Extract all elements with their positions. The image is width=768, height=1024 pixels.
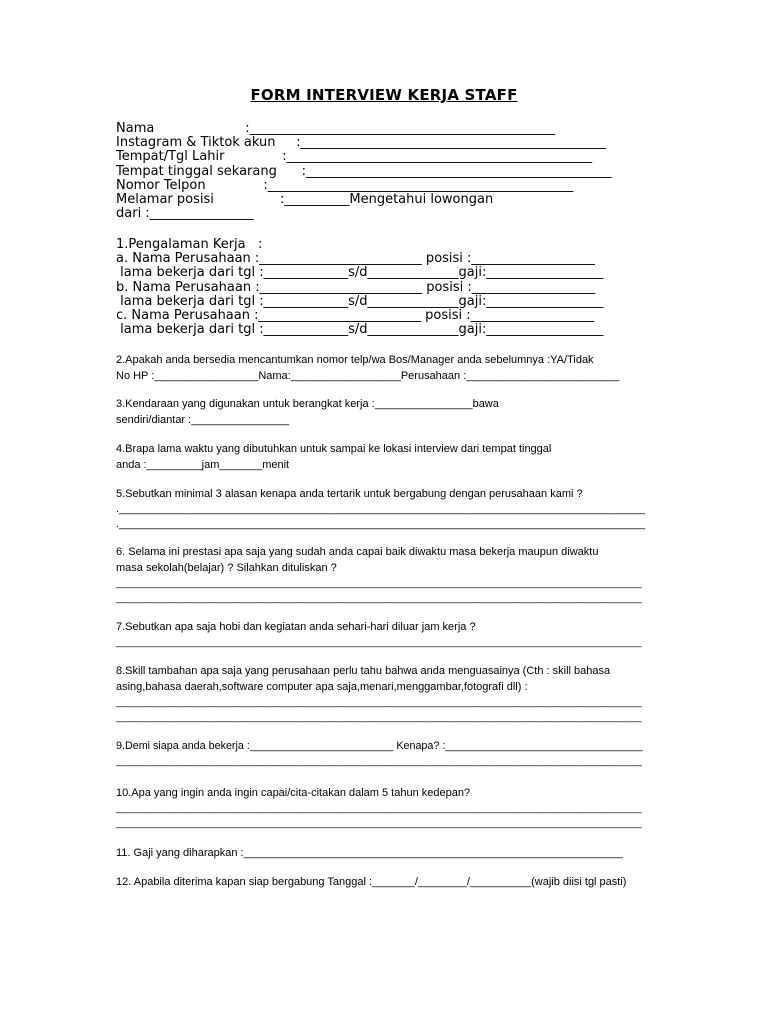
- experience-a-company: a. Nama Perusahaan :_________________________ posisi :___________________: [116, 251, 595, 266]
- question-9: 9.Demi siapa anda bekerja :________________________ Kenapa? :_________________________________: [116, 740, 643, 752]
- question-6: 6. Selama ini prestasi apa saja yang sudah anda capai baik diwaktu masa bekerja maupun diwaktu: [116, 546, 599, 558]
- field-nama: Nama :_______________________________________________: [116, 121, 556, 136]
- question-12: 12. Apabila diterima kapan siap bergabung Tanggal :_______/________/__________(wajib diisi tgl pasti): [116, 876, 627, 888]
- experience-a-duration: lama bekerja dari tgl :_____________s/d______________gaji:__________________: [116, 265, 604, 280]
- question-2: 2.Apakah anda bersedia mencantumkan nomor telp/wa Bos/Manager anda sebelumnya :YA/Tidak: [116, 354, 594, 366]
- question-10: 10.Apa yang ingin anda ingin capai/cita-citakan dalam 5 tahun kedepan?: [116, 787, 471, 799]
- answer-line: __________________________________________________________________________________________: [116, 696, 642, 708]
- answer-line: __________________________________________________________________________________________: [116, 817, 642, 829]
- question-8: 8.Skill tambahan apa saja yang perusahaan perlu tahu bahwa anda menguasainya (Cth : skill bahasa: [116, 665, 611, 677]
- answer-line: __________________________________________________________________________________________: [116, 636, 642, 648]
- answer-line: __________________________________________________________________________________________: [116, 711, 642, 723]
- question-4-answer: anda :_________jam_______menit: [116, 459, 290, 471]
- experience-c-company: c. Nama Perusahaan :_________________________ posisi :___________________: [116, 308, 595, 323]
- page-title: FORM INTERVIEW KERJA STAFF: [250, 86, 518, 104]
- question-4: 4.Brapa lama waktu yang dibutuhkan untuk sampai ke lokasi interview dari tempat tinggal: [116, 443, 552, 455]
- question-8-cont: asing,bahasa daerah,software computer apa saja,menari,menggambar,fotografi dll) :: [116, 681, 528, 693]
- field-nomor-telpon: Nomor Telpon :_______________________________________________: [116, 178, 574, 193]
- question-5: 5.Sebutkan minimal 3 alasan kenapa anda tertarik untuk bergabung dengan perusahaan kami ?: [116, 488, 583, 500]
- experience-c-duration: lama bekerja dari tgl :_____________s/d______________gaji:__________________: [116, 322, 604, 337]
- answer-line: __________________________________________________________________________________________: [116, 755, 642, 767]
- question-2-answer: No HP :_________________Nama:__________________Perusahaan :_________________________: [116, 370, 620, 382]
- field-instagram-tiktok: Instagram & Tiktok akun :_______________________________________________: [116, 135, 607, 150]
- question-3-answer: sendiri/diantar :________________: [116, 414, 290, 426]
- question-3: 3.Kendaraan yang digunakan untuk berangkat kerja :________________bawa: [116, 398, 499, 410]
- answer-line: .________________________________________________________________________________________: [116, 503, 646, 515]
- question-11: 11. Gaji yang diharapkan :______________________________________________________________: [116, 847, 623, 859]
- question-7: 7.Sebutkan apa saja hobi dan kegiatan anda sehari-hari diluar jam kerja ?: [116, 621, 476, 633]
- field-tempat-tinggal: Tempat tinggal sekarang :_______________________________________________: [116, 164, 612, 179]
- experience-heading: 1.Pengalaman Kerja :: [116, 237, 263, 252]
- answer-line: .________________________________________________________________________________________: [116, 518, 646, 530]
- field-melamar-posisi: Melamar posisi :__________Mengetahui lowongan: [116, 192, 494, 207]
- answer-line: __________________________________________________________________________________________: [116, 577, 642, 589]
- experience-b-company: b. Nama Perusahaan :_________________________ posisi :___________________: [116, 280, 596, 295]
- field-mengetahui-lowongan: dari :________________: [116, 206, 254, 221]
- field-tempat-tgl-lahir: Tempat/Tgl Lahir :_______________________________________________: [116, 149, 593, 164]
- answer-line: __________________________________________________________________________________________: [116, 592, 642, 604]
- answer-line: __________________________________________________________________________________________: [116, 802, 642, 814]
- question-6-cont: masa sekolah(belajar) ? Silahkan dituliskan ?: [116, 562, 337, 574]
- experience-b-duration: lama bekerja dari tgl :_____________s/d______________gaji:__________________: [116, 294, 604, 309]
